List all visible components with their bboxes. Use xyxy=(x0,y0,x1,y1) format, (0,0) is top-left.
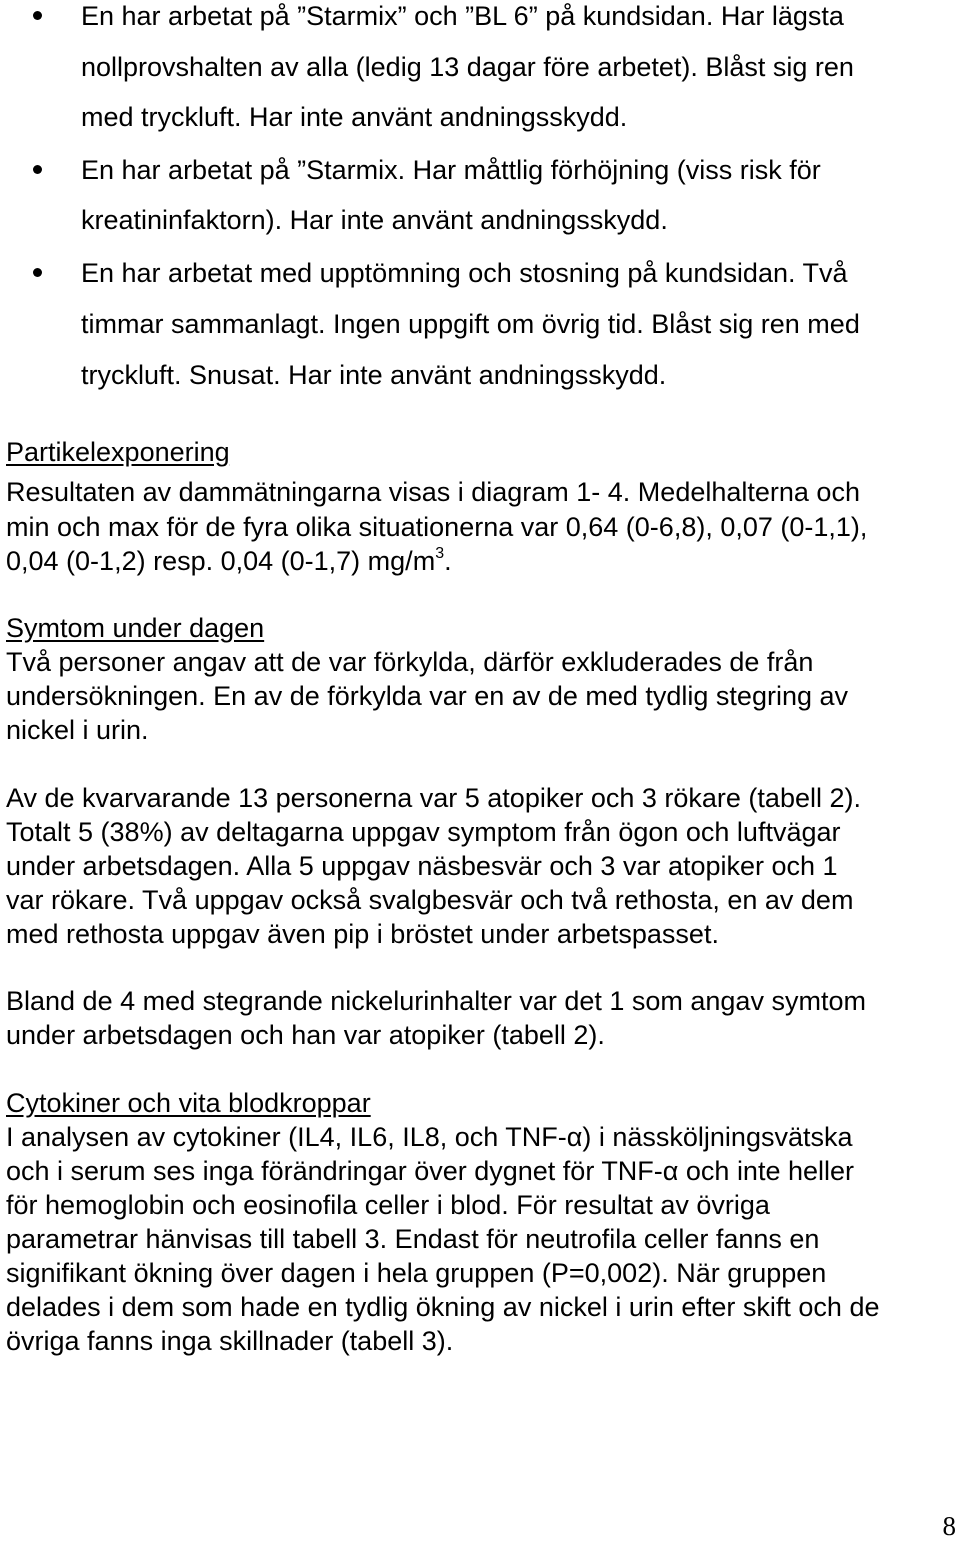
bullet-dot-icon xyxy=(33,11,42,20)
text-line: Två personer angav att de var förkylda, därför exkluderades de från xyxy=(6,647,814,677)
text-line: En har arbetat på ”Starmix” och ”BL 6” på kundsidan. Har lägsta xyxy=(81,1,844,31)
superscript: 3 xyxy=(435,545,445,562)
text-line: signifikant ökning över dagen i hela gruppen (P=0,002). När gruppen xyxy=(6,1258,827,1288)
page-number: 8 xyxy=(942,1511,956,1541)
text-line: parametrar hänvisas till tabell 3. Endast för neutrofila celler fanns en xyxy=(6,1224,820,1254)
text-span: . xyxy=(444,546,452,576)
text-line: I analysen av cytokiner (IL4, IL6, IL8, och TNF-α) i nässköljningsvätska xyxy=(6,1122,853,1152)
bullet-dot-icon xyxy=(33,165,42,174)
text-line: delades i dem som hade en tydlig ökning av nickel i urin efter skift och de xyxy=(6,1292,880,1322)
text-line: min och max för de fyra olika situationerna var 0,64 (0-6,8), 0,07 (0-1,1), xyxy=(6,512,868,542)
text-line: undersökningen. En av de förkylda var en av de med tydlig stegring av xyxy=(6,681,848,711)
text-line: En har arbetat med upptömning och stosning på kundsidan. Två xyxy=(81,258,848,288)
text-line-with-superscript xyxy=(6,545,452,577)
text-line: nickel i urin. xyxy=(6,715,149,745)
text-line: var rökare. Två uppgav också svalgbesvär och två rethosta, en av dem xyxy=(6,885,854,915)
text-line: och i serum ses inga förändringar över dygnet för TNF-α och inte heller xyxy=(6,1156,855,1186)
text-line: kreatininfaktorn). Har inte använt andningsskydd. xyxy=(81,205,668,235)
text-span: 0,04 (0-1,2) resp. 0,04 (0-1,7) mg/m xyxy=(6,546,436,576)
text-line: för hemoglobin och eosinofila celler i blod. För resultat av övriga xyxy=(6,1190,770,1220)
text-line: tryckluft. Snusat. Har inte använt andningsskydd. xyxy=(81,360,667,390)
section-heading-partikelexponering: Partikelexponering xyxy=(6,437,230,467)
text-line: under arbetsdagen och han var atopiker (tabell 2). xyxy=(6,1020,605,1050)
text-line: En har arbetat på ”Starmix. Har måttlig förhöjning (viss risk för xyxy=(81,155,821,185)
text-line: övriga fanns inga skillnader (tabell 3). xyxy=(6,1326,454,1356)
text-line: med tryckluft. Har inte använt andningsskydd. xyxy=(81,102,628,132)
text-line: Totalt 5 (38%) av deltagarna uppgav symptom från ögon och luftvägar xyxy=(6,817,841,847)
section-heading-symtom: Symtom under dagen xyxy=(6,613,265,643)
text-line: Resultaten av dammätningarna visas i diagram 1- 4. Medelhalterna och xyxy=(6,477,860,507)
text-line: timmar sammanlagt. Ingen uppgift om övrig tid. Blåst sig ren med xyxy=(81,309,860,339)
text-line: nollprovshalten av alla (ledig 13 dagar före arbetet). Blåst sig ren xyxy=(81,52,854,82)
text-line: Bland de 4 med stegrande nickelurinhalter var det 1 som angav symtom xyxy=(6,986,866,1016)
text-line: under arbetsdagen. Alla 5 uppgav näsbesvär och 3 var atopiker och 1 xyxy=(6,851,838,881)
section-heading-cytokiner: Cytokiner och vita blodkroppar xyxy=(6,1088,371,1118)
bullet-dot-icon xyxy=(33,268,42,277)
text-line: med rethosta uppgav även pip i bröstet under arbetspasset. xyxy=(6,919,719,949)
text-line: Av de kvarvarande 13 personerna var 5 atopiker och 3 rökare (tabell 2). xyxy=(6,783,861,813)
